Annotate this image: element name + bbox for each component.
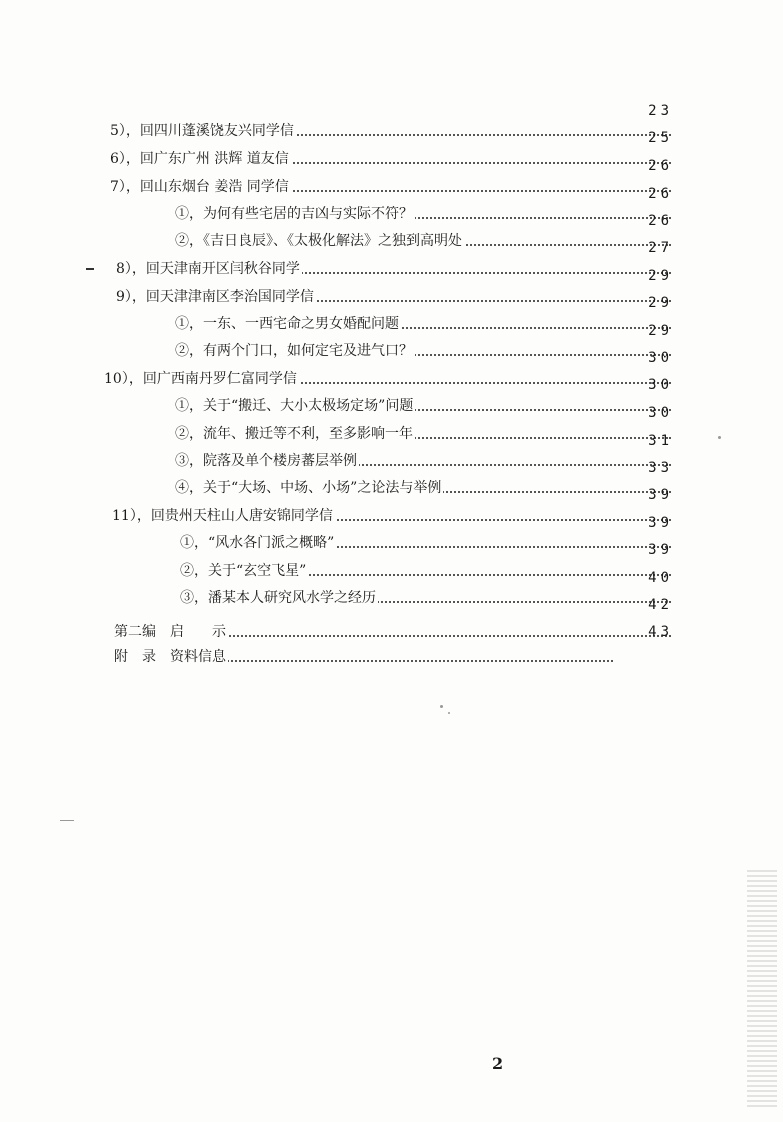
toc-page-number: 33 [648,460,673,476]
toc-page-number: 29 [648,323,673,339]
toc-entry-text: ②，流年、搬迁等不利，至多影响一年 [175,426,413,442]
toc-entry-text: ①，关于“搬迁、大小太极场定场”问题 [175,398,414,414]
toc-page-number: 39 [648,487,673,503]
toc-page-number: 26 [648,213,673,229]
toc-entry [116,258,671,280]
scan-speck [718,436,721,439]
toc-entry-text: ④，关于“大场、中场、小场”之论法与举例 [175,480,442,496]
toc-entry [175,450,671,472]
toc-entry-text: 9），回天津津南区李治国同学信 [116,289,314,305]
toc-page-number: 29 [648,268,673,284]
toc-page-number: 43 [648,624,673,640]
toc-entry [114,621,671,643]
toc-page-number: 39 [648,515,673,531]
scan-mark [60,820,74,821]
toc-entry [175,395,671,417]
toc-entry [104,368,671,390]
toc-page-number: 30 [648,350,673,366]
toc-entry [180,560,671,582]
toc-entry-text: 11），回贵州天柱山人唐安锦同学信 [112,508,333,524]
toc-entry [110,120,671,142]
toc-page-number: 26 [648,158,673,174]
toc-entry-text: ①，为何有些宅居的吉凶与实际不符？ [175,206,413,222]
toc-page-number: 30 [648,405,673,421]
toc-entry [175,423,671,445]
scan-speck [448,712,450,714]
toc-entry-text: 10），回广西南丹罗仁富同学信 [104,371,297,387]
toc-page-number: 40 [648,570,673,586]
scan-edge-noise [747,870,777,1110]
toc-page-number: 42 [648,597,673,613]
scan-mark [86,268,94,270]
toc-page-number: 29 [648,295,673,311]
toc-page-number: 27 [648,240,673,256]
toc-entry-text: 7），回山东烟台 姜浩 同学信 [110,179,289,195]
toc-entry-text: ②，有两个门口，如何定宅及进气口？ [175,343,413,359]
toc-page-number: 31 [648,433,673,449]
toc-entry [116,286,671,308]
toc-entry-text: ①，一东、一西宅命之男女婚配问题 [175,316,399,332]
toc-entry [114,646,613,668]
toc-entry-text: ①，“风水各门派之概略” [180,535,335,551]
toc-entry [175,230,671,252]
toc-entry [110,148,671,170]
toc-entry-text: ②，关于“玄空飞星” [180,563,307,579]
toc-entry-text: 5），回四川蓬溪饶友兴同学信 [110,123,294,139]
toc-entry [110,176,671,198]
toc-entry [180,587,671,609]
toc-entry-text: ③，潘某本人研究风水学之经历 [180,590,376,606]
toc-entry-text: 第二编 启 示 [114,624,226,640]
toc-page-number: 23 [648,103,673,119]
toc-entry-text: ③，院落及单个楼房蕃层举例 [175,453,357,469]
toc-entry [175,313,671,335]
toc-page-number: 30 [648,377,673,393]
toc-entry [180,532,671,554]
toc-entry-text: 8），回天津南开区闫秋谷同学 [116,261,300,277]
toc-page-number: 39 [648,542,673,558]
toc-entry [175,340,671,362]
toc-entry [112,505,671,527]
toc-page-number: 26 [648,186,673,202]
page-number: 2 [492,1054,504,1073]
toc-entry-text: 附 录 资料信息 [114,649,226,665]
toc-entry [175,477,671,499]
toc-entry-text: ②，《吉日良辰》、《太极化解法》之独到高明处 [175,233,462,249]
toc-page-number: 25 [648,130,673,146]
toc-entry [175,203,671,225]
toc-entry-text: 6），回广东广州 洪辉 道友信 [110,151,289,167]
scan-speck [440,705,443,708]
